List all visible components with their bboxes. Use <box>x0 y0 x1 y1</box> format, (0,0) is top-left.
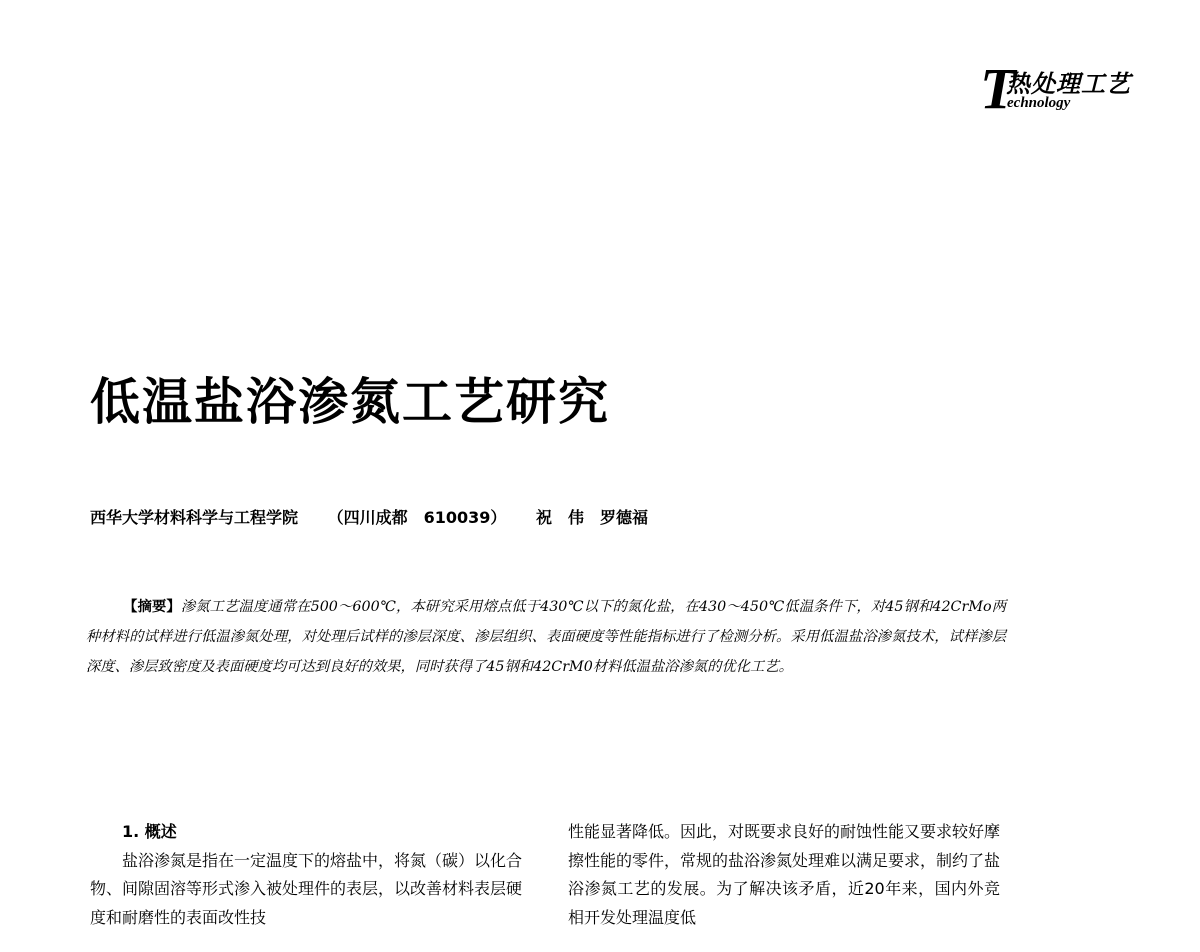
section-heading: 1. 概述 <box>122 822 177 841</box>
journal-logo <box>980 56 1160 121</box>
location: （四川成都 610039） <box>327 508 507 527</box>
institution: 西华大学材料科学与工程学院 <box>90 508 299 527</box>
affiliation-line <box>90 505 672 528</box>
right-column <box>568 818 1000 932</box>
logo-letter: T <box>980 56 1016 121</box>
logo-english-text: echnology <box>1007 95 1071 111</box>
abstract-text: 渗氮工艺温度通常在500～600℃，本研究采用熔点低于430℃以下的氮化盐，在430～450℃低温条件下，对45钢和42CrMo两种材料的试样进行低温渗氮处理，对处理后试样的渗层深度、渗层组织、表面硬度等性能指标进行了检测分析。采用低温盐浴渗氮技术，试样渗层深度、渗层致密度及表面硬度均可达到良好的效果，同时获得了45钢和42CrM0材料低温盐浴渗氮的优化工艺。 <box>86 599 1006 675</box>
right-paragraph: 性能显著降低。因此，对既要求良好的耐蚀性能又要求较好摩擦性能的零件，常规的盐浴渗氮处理难以满足要求，制约了盐浴渗氮工艺的发展。为了解决该矛盾，近20年来，国内外竞相开发处理温度低 <box>568 822 1001 927</box>
abstract <box>86 592 1006 682</box>
left-paragraph: 盐浴渗氮是指在一定温度下的熔盐中，将氮（碳）以化合物、间隙固溶等形式渗入被处理件的表层，以改善材料表层硬度和耐磨性的表面改性技 <box>90 850 523 927</box>
abstract-label: 【摘要】 <box>123 599 181 615</box>
authors: 祝 伟 罗德福 <box>535 508 648 527</box>
left-column <box>90 818 522 932</box>
paper-title: 低温盐浴渗氮工艺研究 <box>90 372 610 431</box>
logo-chinese-text: 热处理工艺 <box>1006 69 1131 98</box>
